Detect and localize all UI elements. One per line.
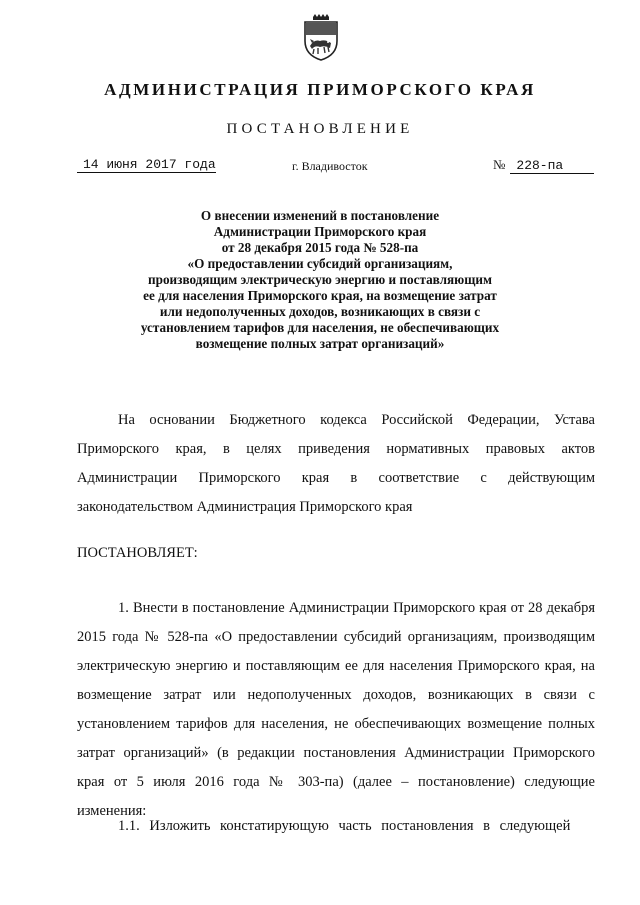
heading-line: установлением тарифов для населения, не обеспечивающих bbox=[140, 320, 500, 335]
date-value: 14 июня 2017 года bbox=[77, 157, 216, 173]
document-date bbox=[77, 157, 217, 173]
heading-line: возмещение полных затрат организаций» bbox=[195, 336, 445, 351]
heading-line: Администрации Приморского края bbox=[213, 224, 427, 239]
coat-of-arms-icon bbox=[300, 13, 342, 61]
heading-line: «О предоставлении субсидий организациям, bbox=[187, 256, 453, 271]
heading-line: О внесении изменений в постановление bbox=[200, 208, 440, 223]
preamble-paragraph: На основании Бюджетного кодекса Российской Федерации, Устава Приморского края, в целях приведения нормативных правовых актов Администрации Приморского края в соответствие с действующим законодательством Администрация Приморского края bbox=[77, 412, 595, 515]
number-value: 228-па bbox=[510, 158, 594, 174]
heading-line: производящим электрическую энергию и поставляющим bbox=[148, 272, 492, 287]
heading-line: ее для населения Приморского края, на возмещение затрат bbox=[143, 288, 497, 303]
number-label: № bbox=[493, 157, 506, 172]
heading-line: от 28 декабря 2015 года № 528-па bbox=[221, 240, 419, 255]
document-number bbox=[493, 157, 603, 174]
document-type: ПОСТАНОВЛЕНИЕ bbox=[226, 121, 414, 137]
heading-line: или недополученных доходов, возникающих в связи с bbox=[159, 304, 481, 319]
decree-word: ПОСТАНОВЛЯЕТ: bbox=[77, 545, 198, 561]
organization-title: АДМИНИСТРАЦИЯ ПРИМОРСКОГО КРАЯ bbox=[104, 80, 536, 99]
document-city: г. Владивосток bbox=[292, 159, 368, 173]
item-1-paragraph: 1. Внести в постановление Администрации Приморского края от 28 декабря 2015 года № 528-па «О предоставлении субсидий организациям, производящим электрическую энергию и поставляющим ее для населения Приморского края, на возмещение затрат или недополученных доходов, возникающих в связи с установлением тарифов для населения, не обеспечивающих возмещение полных затрат организаций» (в редакции постановления Администрации Приморского края от 5 июля 2016 года № 303-па) (далее – постановление) следующие изменения: bbox=[77, 600, 595, 819]
item-1-1-paragraph: 1.1. Изложить констатирующую часть постановления в следующей bbox=[118, 818, 571, 834]
document-heading bbox=[110, 208, 530, 352]
